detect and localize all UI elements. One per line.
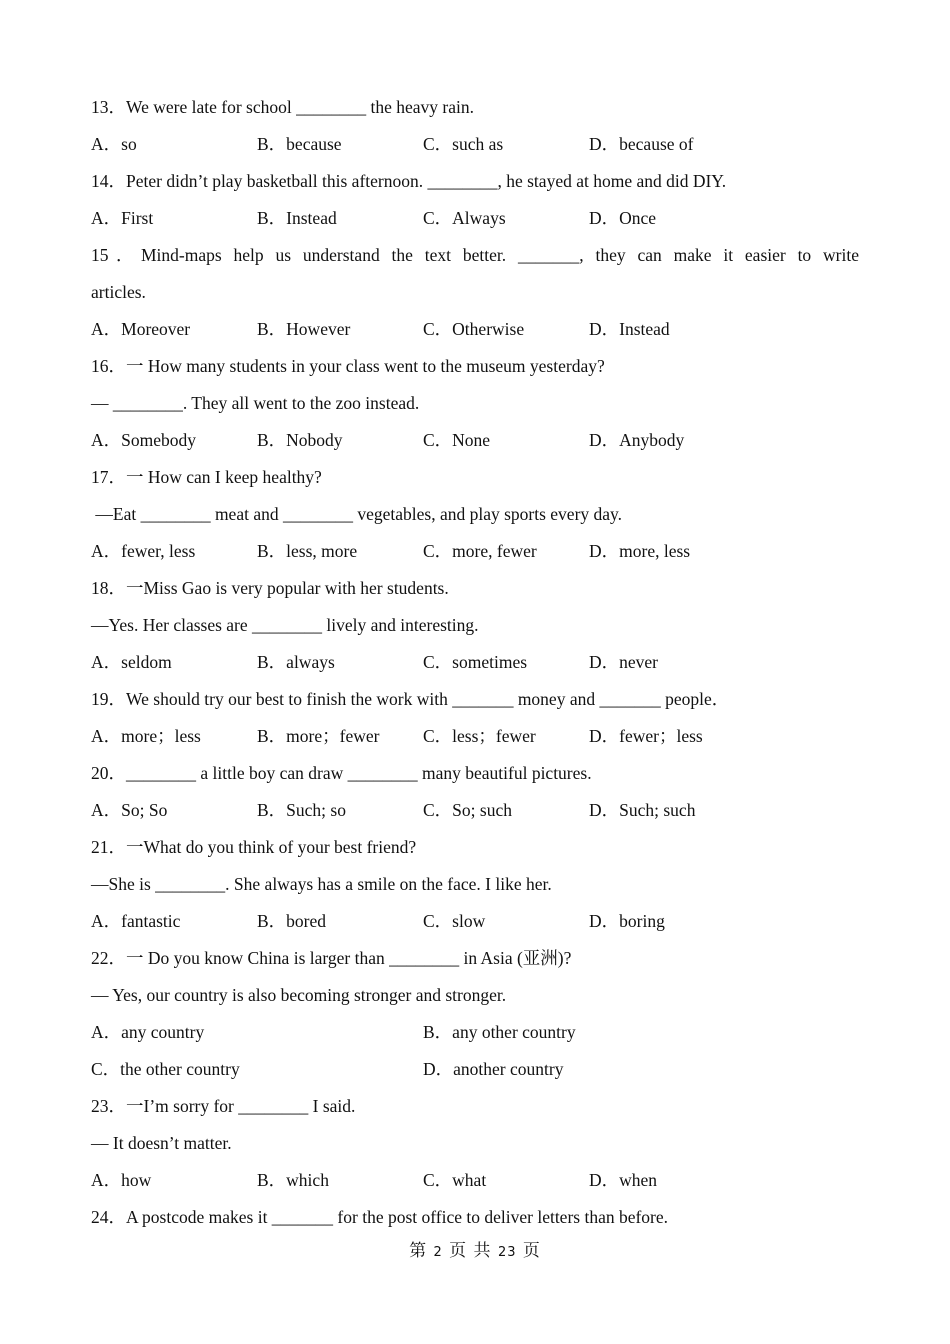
question-16 (91, 348, 859, 459)
option-b[interactable]: B．always (257, 652, 335, 672)
options-row (91, 126, 859, 163)
option-b[interactable]: B．any other country (423, 1022, 576, 1042)
option-b[interactable]: B．Nobody (257, 430, 343, 450)
option-a[interactable]: A．First (91, 208, 154, 228)
option-a[interactable]: A．seldom (91, 652, 172, 672)
question-19 (91, 681, 859, 755)
dialogue-reply: — ________. They all went to the zoo instead. (91, 393, 420, 413)
question-stem: 21．一What do you think of your best friend? (91, 837, 417, 857)
option-d[interactable]: D．when (589, 1170, 658, 1190)
option-a[interactable]: A．fewer, less (91, 541, 196, 561)
option-a[interactable]: A．how (91, 1170, 152, 1190)
option-d[interactable]: D．another country (423, 1059, 564, 1079)
page-footer (0, 1236, 950, 1268)
option-c[interactable]: C．slow (423, 911, 486, 931)
question-list (91, 89, 859, 1236)
question-22 (91, 940, 859, 1088)
option-b[interactable]: B．more；fewer (257, 726, 380, 746)
option-a[interactable]: A．Moreover (91, 319, 191, 339)
option-c[interactable]: C．such as (423, 134, 504, 154)
question-stem: 23．一I’m sorry for ________ I said. (91, 1096, 356, 1116)
question-stem: 14．Peter didn’t play basketball this afternoon. ________, he stayed at home and did DIY. (91, 171, 727, 191)
options-row (91, 903, 859, 940)
question-stem: 20．________ a little boy can draw ________ many beautiful pictures. (91, 763, 592, 783)
option-a[interactable]: A．so (91, 134, 137, 154)
option-a[interactable]: A．any country (91, 1022, 205, 1042)
option-d[interactable]: D．because of (589, 134, 694, 154)
option-a[interactable]: A．more；less (91, 726, 201, 746)
question-stem: 16．一 How many students in your class went to the museum yesterday? (91, 356, 605, 376)
dialogue-reply: —She is ________. She always has a smile on the face. I like her. (91, 874, 552, 894)
question-stem-continued: articles. (91, 282, 146, 302)
option-b[interactable]: B．Instead (257, 208, 337, 228)
question-stem: 13．We were late for school ________ the heavy rain. (91, 97, 474, 117)
options-row (91, 718, 859, 755)
question-stem: 18．一Miss Gao is very popular with her students. (91, 578, 449, 598)
option-c[interactable]: C．Otherwise (423, 319, 525, 339)
option-c[interactable]: C．what (423, 1170, 487, 1190)
question-stem: 19．We should try our best to finish the work with _______ money and _______ people． (91, 689, 730, 709)
dialogue-reply: — It doesn’t matter. (91, 1133, 232, 1153)
option-c[interactable]: C．less；fewer (423, 726, 536, 746)
option-c[interactable]: C．So; such (423, 800, 512, 820)
option-a[interactable]: A．So; So (91, 800, 168, 820)
option-b[interactable]: B．bored (257, 911, 327, 931)
options-row (91, 533, 859, 570)
question-13 (91, 89, 859, 163)
footer-prefix: 第 (409, 1241, 428, 1261)
option-d[interactable]: D．more, less (589, 541, 691, 561)
total-page-count: 23 (497, 1245, 517, 1260)
options-row (91, 1051, 859, 1088)
option-d[interactable]: D．Once (589, 208, 657, 228)
option-d[interactable]: D．never (589, 652, 659, 672)
question-18 (91, 570, 859, 681)
option-b[interactable]: B．Such; so (257, 800, 346, 820)
options-row (91, 422, 859, 459)
option-d[interactable]: D．boring (589, 911, 665, 931)
options-row (91, 792, 859, 829)
footer-mid: 页 共 (449, 1241, 492, 1261)
option-c[interactable]: C．more, fewer (423, 541, 537, 561)
option-b[interactable]: B．which (257, 1170, 329, 1190)
option-d[interactable]: D．Such; such (589, 800, 696, 820)
option-d[interactable]: D．Anybody (589, 430, 685, 450)
question-stem: 22．一 Do you know China is larger than ________ in Asia (亚洲)? (91, 948, 572, 968)
option-d[interactable]: D．Instead (589, 319, 670, 339)
options-row (91, 200, 859, 237)
current-page-number: 2 (433, 1245, 443, 1260)
question-stem: 24．A postcode makes it _______ for the post office to deliver letters than before. (91, 1207, 669, 1227)
dialogue-reply: —Eat ________ meat and ________ vegetables, and play sports every day. (91, 504, 623, 524)
option-c[interactable]: C．sometimes (423, 652, 528, 672)
question-23 (91, 1088, 859, 1199)
options-row (91, 644, 859, 681)
footer-suffix: 页 (522, 1241, 541, 1261)
question-15 (91, 237, 859, 348)
dialogue-reply: — Yes, our country is also becoming stronger and stronger. (91, 985, 507, 1005)
question-14 (91, 163, 859, 237)
question-17 (91, 459, 859, 570)
option-c[interactable]: C．Always (423, 208, 506, 228)
options-row (91, 311, 859, 348)
option-b[interactable]: B．However (257, 319, 351, 339)
dialogue-reply: —Yes. Her classes are ________ lively and interesting. (91, 615, 479, 635)
option-b[interactable]: B．less, more (257, 541, 358, 561)
option-c[interactable]: C．the other country (91, 1059, 240, 1079)
options-row (91, 1014, 859, 1051)
option-a[interactable]: A．fantastic (91, 911, 181, 931)
question-21 (91, 829, 859, 940)
option-c[interactable]: C．None (423, 430, 491, 450)
question-stem: 17．一 How can I keep healthy? (91, 467, 322, 487)
option-d[interactable]: D．fewer；less (589, 726, 703, 746)
question-20 (91, 755, 859, 829)
options-row (91, 1162, 859, 1199)
option-a[interactable]: A．Somebody (91, 430, 196, 450)
question-24 (91, 1199, 859, 1236)
question-stem: 15．Mind-maps help us understand the text better. _______, they can make it easier to write (91, 245, 859, 265)
option-b[interactable]: B．because (257, 134, 342, 154)
